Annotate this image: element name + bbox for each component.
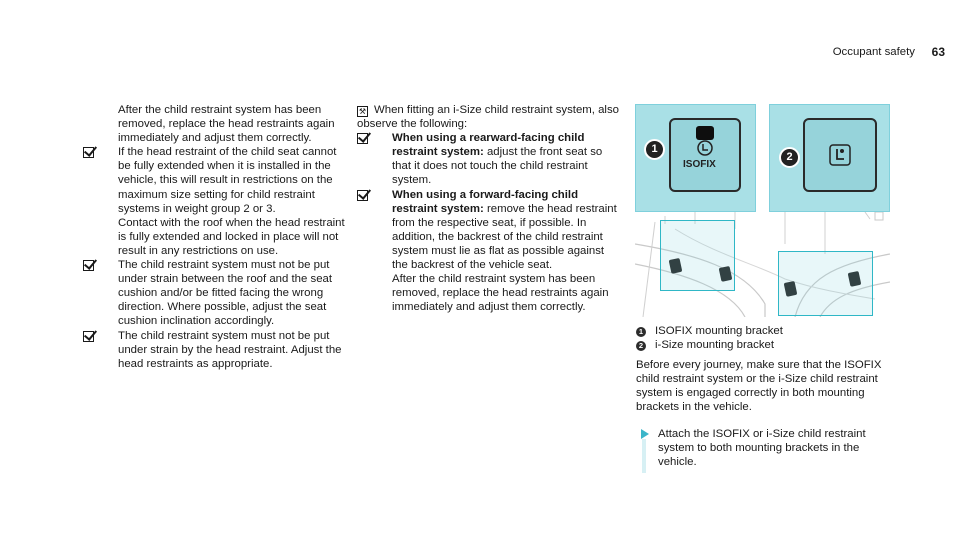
i-size-callout-box [778, 251, 873, 316]
checklist-item [357, 131, 619, 187]
isofix-inset [635, 104, 756, 212]
intro-paragraph: After the child restraint system has been removed, replace the head restraints again immediately and adjust them correctly. [118, 104, 335, 145]
callout-number: 1 [644, 139, 665, 160]
i-size-seat-icon [829, 144, 851, 166]
i-size-bracket [803, 118, 877, 192]
legend-number: 2 [636, 341, 646, 351]
child-seat-icon [697, 140, 713, 156]
page-number: 63 [931, 45, 945, 59]
column-middle [357, 103, 619, 314]
checklist-item-text: The child restraint system must not be put under strain by the head restraint. Adjust the head restraints as appropriate. [118, 329, 342, 370]
isofix-label: ISOFIX [683, 159, 716, 170]
checkmark-icon [83, 147, 94, 158]
tip-paragraph [357, 103, 619, 131]
forward-text: remove the head restraint from the respective seat, if possible. In addition, the backrest of the child restraint system must lie as flat as possible against the backrest of the vehicle seat. [392, 202, 617, 272]
contact-paragraph: Contact with the roof when the head restraint is fully extended and locked in place will not result in any restrictions on use. [118, 216, 345, 257]
checklist-item [357, 188, 619, 273]
isofix-callout-box [660, 220, 735, 291]
column-right [636, 324, 898, 469]
play-arrow-icon [641, 429, 649, 439]
forward-heading: When using a forward-facing child restraint system: [392, 188, 579, 215]
isofix-bracket [669, 118, 741, 192]
legend-text: i-Size mounting bracket [655, 339, 775, 352]
legend-item [636, 338, 898, 352]
checklist-item-text: The child restraint system must not be put under strain between the roof and the seat cushion and/or be fitted facing the wrong direction. Where possible, adjust the seat cushion inclination accordingly. [118, 259, 333, 328]
tip-text: When fitting an i-Size child restraint system, also observe the following: [357, 104, 619, 131]
after-paragraph: After the child restraint system has been removed, replace the head restraints again immediately and adjust them correctly. [392, 273, 609, 314]
legend-item [636, 324, 898, 338]
isofix-slot [696, 126, 714, 140]
checklist-item-text: If the head restraint of the child seat cannot be fully extended when it is installed in the vehicle, this will result in restrictions on the maximum size setting for child restraint systems in weight group 2 or 3. [118, 146, 337, 215]
action-step [636, 427, 898, 469]
callout-number: 2 [779, 147, 800, 168]
column-left [83, 103, 345, 371]
mounting-bracket-illustration [635, 104, 890, 317]
checkmark-icon [357, 133, 368, 144]
i-size-inset [769, 104, 890, 212]
legend-number: 1 [636, 327, 646, 337]
checklist-item [83, 258, 345, 328]
i-size-icon: ⚒ [358, 107, 367, 116]
checklist-item [83, 145, 345, 215]
action-text: Attach the ISOFIX or i-Size child restraint system to both mounting brackets in the vehicle. [658, 427, 866, 468]
action-bar [642, 439, 646, 473]
before-paragraph: Before every journey, make sure that the ISOFIX child restraint system or the i-Size child restraint system is engaged correctly in both mounting brackets in the vehicle. [636, 359, 882, 414]
section-title: Occupant safety [832, 46, 915, 58]
checkmark-icon [357, 190, 368, 201]
checklist-item [83, 329, 345, 371]
rearward-text: adjust the front seat so that it does not touch the child restraint system. [392, 146, 603, 187]
legend-text: ISOFIX mounting bracket [655, 325, 783, 337]
checkmark-icon [83, 260, 94, 271]
page-header [755, 45, 945, 59]
rearward-heading: When using a rearward-facing child restraint system: [392, 132, 585, 159]
checkmark-icon [83, 331, 94, 342]
